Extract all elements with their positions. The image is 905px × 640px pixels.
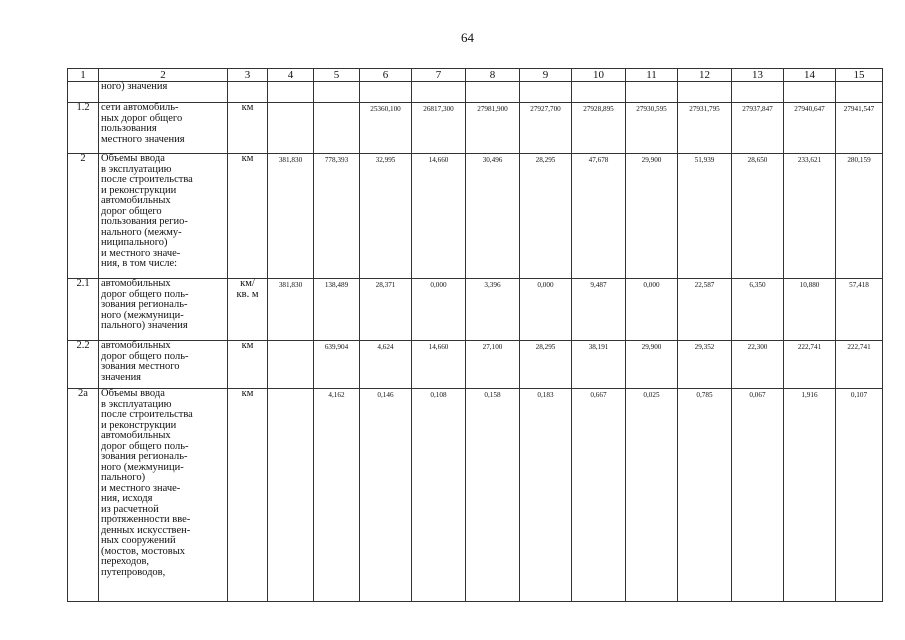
column-header: 8 <box>466 69 520 82</box>
value-cell: 27931,795 <box>678 103 732 154</box>
row-number-cell: 1.2 <box>68 103 99 154</box>
value-cell: 14,660 <box>412 154 466 279</box>
column-header: 12 <box>678 69 732 82</box>
value-cell: 27937,847 <box>732 103 784 154</box>
value-cell: 222,741 <box>784 341 836 389</box>
value-cell: 0,183 <box>520 389 572 602</box>
value-cell <box>836 82 883 103</box>
value-cell: 0,000 <box>412 279 466 341</box>
value-cell: 29,900 <box>626 154 678 279</box>
indicator-name-cell: ного) значения <box>99 82 228 103</box>
value-cell <box>360 82 412 103</box>
value-cell: 138,489 <box>314 279 360 341</box>
value-cell: 6,350 <box>732 279 784 341</box>
value-cell <box>466 82 520 103</box>
value-cell: 27,100 <box>466 341 520 389</box>
value-cell: 29,352 <box>678 341 732 389</box>
column-header: 2 <box>99 69 228 82</box>
value-cell <box>784 82 836 103</box>
column-header: 3 <box>228 69 268 82</box>
value-cell: 28,650 <box>732 154 784 279</box>
value-cell: 0,067 <box>732 389 784 602</box>
column-number-header-row <box>68 69 883 82</box>
table-row <box>68 103 883 154</box>
column-header: 7 <box>412 69 466 82</box>
value-cell <box>732 82 784 103</box>
value-cell: 27941,547 <box>836 103 883 154</box>
value-cell <box>572 82 626 103</box>
table-row <box>68 341 883 389</box>
unit-cell: км <box>228 103 268 154</box>
indicator-name-cell: сети автомобиль- ных дорог общего пользования местного значения <box>99 103 228 154</box>
value-cell <box>520 82 572 103</box>
value-cell: 30,496 <box>466 154 520 279</box>
value-cell: 639,904 <box>314 341 360 389</box>
value-cell <box>412 82 466 103</box>
value-cell: 47,678 <box>572 154 626 279</box>
column-header: 4 <box>268 69 314 82</box>
value-cell: 0,158 <box>466 389 520 602</box>
column-header: 1 <box>68 69 99 82</box>
value-cell: 27930,595 <box>626 103 678 154</box>
value-cell <box>314 103 360 154</box>
value-cell: 0,025 <box>626 389 678 602</box>
column-header: 15 <box>836 69 883 82</box>
value-cell: 0,107 <box>836 389 883 602</box>
value-cell: 3,396 <box>466 279 520 341</box>
value-cell: 0,146 <box>360 389 412 602</box>
value-cell <box>268 82 314 103</box>
value-cell <box>268 103 314 154</box>
unit-cell: км <box>228 154 268 279</box>
value-cell: 22,300 <box>732 341 784 389</box>
row-number-cell: 2 <box>68 154 99 279</box>
value-cell: 4,162 <box>314 389 360 602</box>
table-row <box>68 279 883 341</box>
value-cell: 27928,895 <box>572 103 626 154</box>
indicators-table <box>67 68 883 602</box>
column-header: 10 <box>572 69 626 82</box>
table-row <box>68 154 883 279</box>
table-row <box>68 82 883 103</box>
value-cell: 0,000 <box>626 279 678 341</box>
table-row <box>68 389 883 602</box>
value-cell: 26817,300 <box>412 103 466 154</box>
value-cell: 38,191 <box>572 341 626 389</box>
value-cell: 27981,900 <box>466 103 520 154</box>
value-cell: 0,667 <box>572 389 626 602</box>
value-cell: 0,000 <box>520 279 572 341</box>
value-cell: 233,621 <box>784 154 836 279</box>
unit-cell: км/ кв. м <box>228 279 268 341</box>
row-number-cell <box>68 82 99 103</box>
value-cell: 4,624 <box>360 341 412 389</box>
row-number-cell: 2а <box>68 389 99 602</box>
value-cell: 28,371 <box>360 279 412 341</box>
value-cell: 778,393 <box>314 154 360 279</box>
value-cell <box>626 82 678 103</box>
value-cell <box>268 389 314 602</box>
value-cell: 32,995 <box>360 154 412 279</box>
value-cell: 222,741 <box>836 341 883 389</box>
value-cell: 29,900 <box>626 341 678 389</box>
page-number: 64 <box>461 30 474 45</box>
value-cell: 57,418 <box>836 279 883 341</box>
value-cell: 25360,100 <box>360 103 412 154</box>
unit-cell <box>228 82 268 103</box>
column-header: 14 <box>784 69 836 82</box>
value-cell: 22,587 <box>678 279 732 341</box>
column-header: 9 <box>520 69 572 82</box>
row-number-cell: 2.2 <box>68 341 99 389</box>
value-cell: 381,830 <box>268 279 314 341</box>
value-cell: 0,785 <box>678 389 732 602</box>
indicator-name-cell: автомобильных дорог общего поль- зования местного значения <box>99 341 228 389</box>
value-cell: 10,880 <box>784 279 836 341</box>
value-cell: 27927,700 <box>520 103 572 154</box>
value-cell: 1,916 <box>784 389 836 602</box>
table-body <box>68 69 883 602</box>
unit-cell: км <box>228 341 268 389</box>
value-cell: 28,295 <box>520 341 572 389</box>
value-cell: 28,295 <box>520 154 572 279</box>
column-header: 6 <box>360 69 412 82</box>
value-cell: 280,159 <box>836 154 883 279</box>
value-cell <box>268 341 314 389</box>
column-header: 13 <box>732 69 784 82</box>
column-header: 11 <box>626 69 678 82</box>
value-cell: 381,830 <box>268 154 314 279</box>
value-cell: 14,660 <box>412 341 466 389</box>
indicator-name-cell: автомобильных дорог общего поль- зования региональ- ного (межмуници- пального) значения <box>99 279 228 341</box>
unit-cell: км <box>228 389 268 602</box>
value-cell <box>678 82 732 103</box>
indicator-name-cell: Объемы ввода в эксплуатацию после строительства и реконструкции автомобильных дорог общего поль- зования региональ- ного (межмуници- пального) и местного значе- ния, исходя из расчетной протяженности вве- денных искусствен- ных сооружений (мостов, мостовых переходов, путепроводов, <box>99 389 228 602</box>
value-cell: 9,487 <box>572 279 626 341</box>
value-cell <box>314 82 360 103</box>
value-cell: 0,108 <box>412 389 466 602</box>
row-number-cell: 2.1 <box>68 279 99 341</box>
column-header: 5 <box>314 69 360 82</box>
value-cell: 51,939 <box>678 154 732 279</box>
value-cell: 27940,647 <box>784 103 836 154</box>
indicator-name-cell: Объемы ввода в эксплуатацию после строительства и реконструкции автомобильных дорог общего пользования регио- нального (межму- ниципального) и местного значе- ния, в том числе: <box>99 154 228 279</box>
